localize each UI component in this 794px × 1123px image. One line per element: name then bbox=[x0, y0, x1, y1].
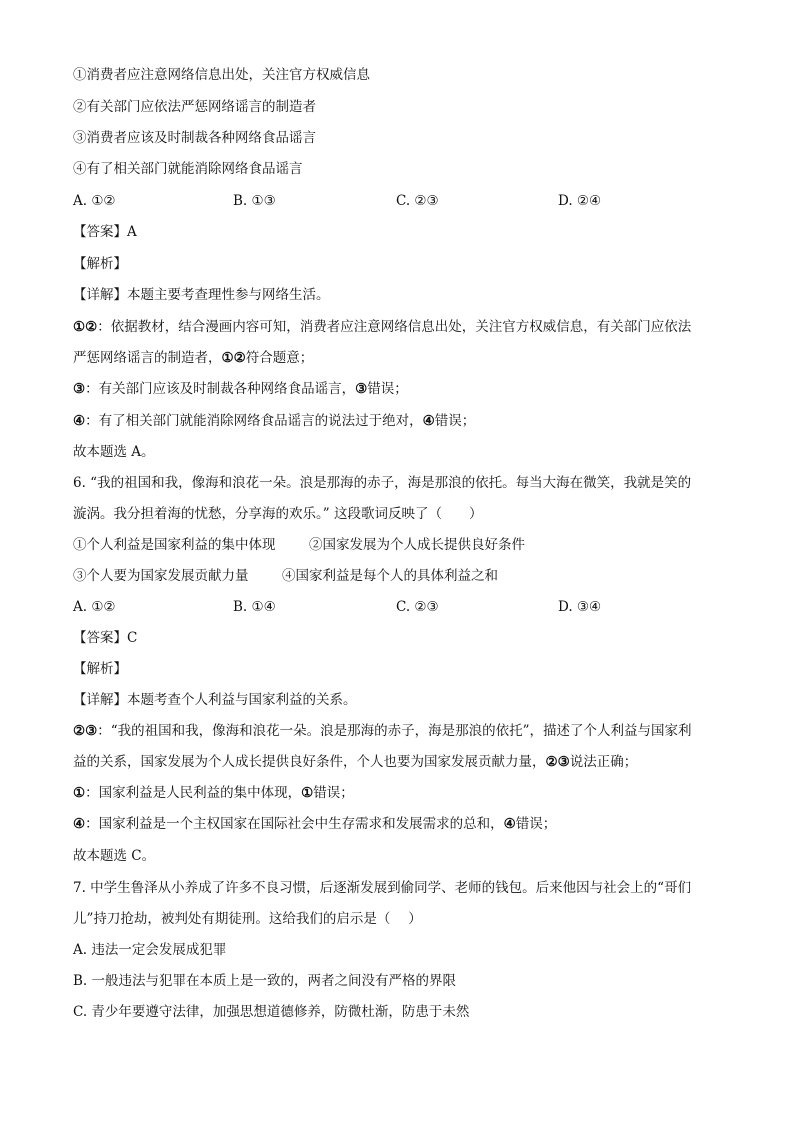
q5-exp1-text: ：依据教材，结合漫画内容可知，消费者应注意网络信息出处，关注官方权威信息，有关部门应依法 bbox=[97, 319, 692, 335]
q5-exp2-key2: ③ bbox=[355, 381, 368, 397]
q6-exp3-text: ：国家利益是一个主权国家在国际社会中生存需求和发展需求的总和， bbox=[85, 816, 504, 832]
q6-option-d: D. ③④ bbox=[558, 599, 602, 615]
q6-option-a: A. ①② bbox=[73, 599, 116, 615]
q5-exp3-key2: ④ bbox=[422, 413, 435, 429]
q5-exp1-key: ①② bbox=[73, 319, 98, 335]
q5-answer: 【答案】A bbox=[73, 224, 137, 240]
q5-option-a: A. ①② bbox=[73, 193, 116, 209]
q5-exp3-key: ④ bbox=[73, 413, 86, 429]
q6-exp2-post: 错误； bbox=[313, 785, 354, 801]
q5-exp2-post: 错误； bbox=[367, 381, 408, 397]
q7-option-b: B. 一般违法与犯罪在本质上是一致的，两者之间没有严格的界限 bbox=[73, 973, 457, 989]
q6-exp3-post: 错误； bbox=[515, 816, 557, 832]
q6-exp1-cont-key: ②③ bbox=[545, 754, 570, 770]
q6-explanation-3 bbox=[73, 815, 556, 833]
q5-exp2-text: ：有关部门应该及时制裁各种网络食品谣言， bbox=[85, 381, 356, 397]
q7-option-a: A. 违法一定会发展成犯罪 bbox=[73, 942, 227, 958]
q5-item-2: ②有关部门应依法严惩网络谣言的制造者 bbox=[73, 99, 316, 115]
q5-exp1-cont-key: ①② bbox=[221, 350, 246, 366]
q6-exp1-key: ②③ bbox=[73, 723, 98, 739]
q6-analysis-label: 【解析】 bbox=[73, 661, 127, 677]
q6-conclusion: 故本题选 C。 bbox=[73, 848, 156, 864]
q5-detail: 【详解】本题主要考查理性参与网络生活。 bbox=[73, 287, 330, 303]
q5-explanation-1-cont bbox=[73, 349, 313, 367]
q7-option-c: C. 青少年要遵守法律，加强思想道德修养，防微杜渐，防患于未然 bbox=[73, 1004, 470, 1020]
q6-exp3-key2: ④ bbox=[503, 816, 516, 832]
q6-exp3-key: ④ bbox=[73, 816, 86, 832]
q6-answer: 【答案】C bbox=[73, 630, 138, 646]
q6-item-3: ③个人要为国家发展贡献力量 bbox=[73, 568, 249, 584]
q5-item-4: ④有了相关部门就能消除网络食品谣言 bbox=[73, 161, 303, 177]
q6-option-c: C. ②③ bbox=[396, 599, 439, 615]
q5-conclusion: 故本题选 A。 bbox=[73, 444, 155, 460]
q6-exp2-key2: ① bbox=[301, 785, 314, 801]
q7-stem-line-2: 儿”持刀抢劫，被判处有期徒刑。这给我们的启示是（ ） bbox=[73, 911, 422, 927]
q5-exp1-cont-text: 严惩网络谣言的制造者， bbox=[73, 350, 222, 366]
q5-option-d: D. ②④ bbox=[558, 193, 602, 209]
q5-option-b: B. ①③ bbox=[233, 193, 276, 209]
q5-explanation-1 bbox=[73, 318, 691, 336]
q5-item-3: ③消费者应该及时制裁各种网络食品谣言 bbox=[73, 130, 316, 146]
q6-exp1-text: ：“我的祖国和我，像海和浪花一朵。浪是那海的赤子，海是那浪的依托”，描述了个人利益与国家利 bbox=[97, 723, 692, 739]
q6-exp2-text: ：国家利益是人民利益的集中体现， bbox=[85, 785, 302, 801]
q5-exp1-cont-post: 符合题意； bbox=[245, 350, 314, 366]
q5-option-c: C. ②③ bbox=[396, 193, 439, 209]
q6-explanation-1 bbox=[73, 722, 692, 740]
q6-exp2-key: ① bbox=[73, 785, 86, 801]
q6-exp1-cont-text: 益的关系，国家发展为个人成长提供良好条件，个人也要为国家发展贡献力量， bbox=[73, 754, 546, 770]
q5-exp3-text: ：有了相关部门就能消除网络食品谣言的说法过于绝对， bbox=[85, 413, 423, 429]
q5-exp2-key: ③ bbox=[73, 381, 86, 397]
q6-exp1-cont-post: 说法正确； bbox=[569, 754, 638, 770]
q6-stem-line-2: 漩涡。我分担着海的忧愁，分享海的欢乐。” 这段歌词反映了（ ） bbox=[73, 506, 483, 522]
q5-analysis-label: 【解析】 bbox=[73, 256, 127, 272]
q6-explanation-2 bbox=[73, 784, 354, 802]
q6-option-b: B. ①④ bbox=[233, 599, 276, 615]
q6-item-1: ①个人利益是国家利益的集中体现 bbox=[73, 537, 276, 553]
q5-item-1: ①消费者应注意网络信息出处，关注官方权威信息 bbox=[73, 67, 370, 83]
q6-item-4: ④国家利益是每个人的具体利益之和 bbox=[282, 568, 498, 584]
q6-item-2: ②国家发展为个人成长提供良好条件 bbox=[309, 537, 525, 553]
q5-explanation-2 bbox=[73, 380, 408, 398]
q6-stem-line-1: 6. “我的祖国和我，像海和浪花一朵。浪是那海的赤子，海是那浪的依托。每当大海在微笑，我就是笑的 bbox=[73, 475, 692, 491]
q7-stem-line-1: 7. 中学生鲁泽从小养成了许多不良习惯，后逐渐发展到偷同学、老师的钱包。后来他因与社会上的“哥们 bbox=[73, 880, 692, 896]
q6-detail: 【详解】本题考查个人利益与国家利益的关系。 bbox=[73, 692, 357, 708]
q6-explanation-1-cont bbox=[73, 753, 637, 771]
q5-explanation-3 bbox=[73, 412, 475, 430]
q5-exp3-post: 错误； bbox=[434, 413, 476, 429]
